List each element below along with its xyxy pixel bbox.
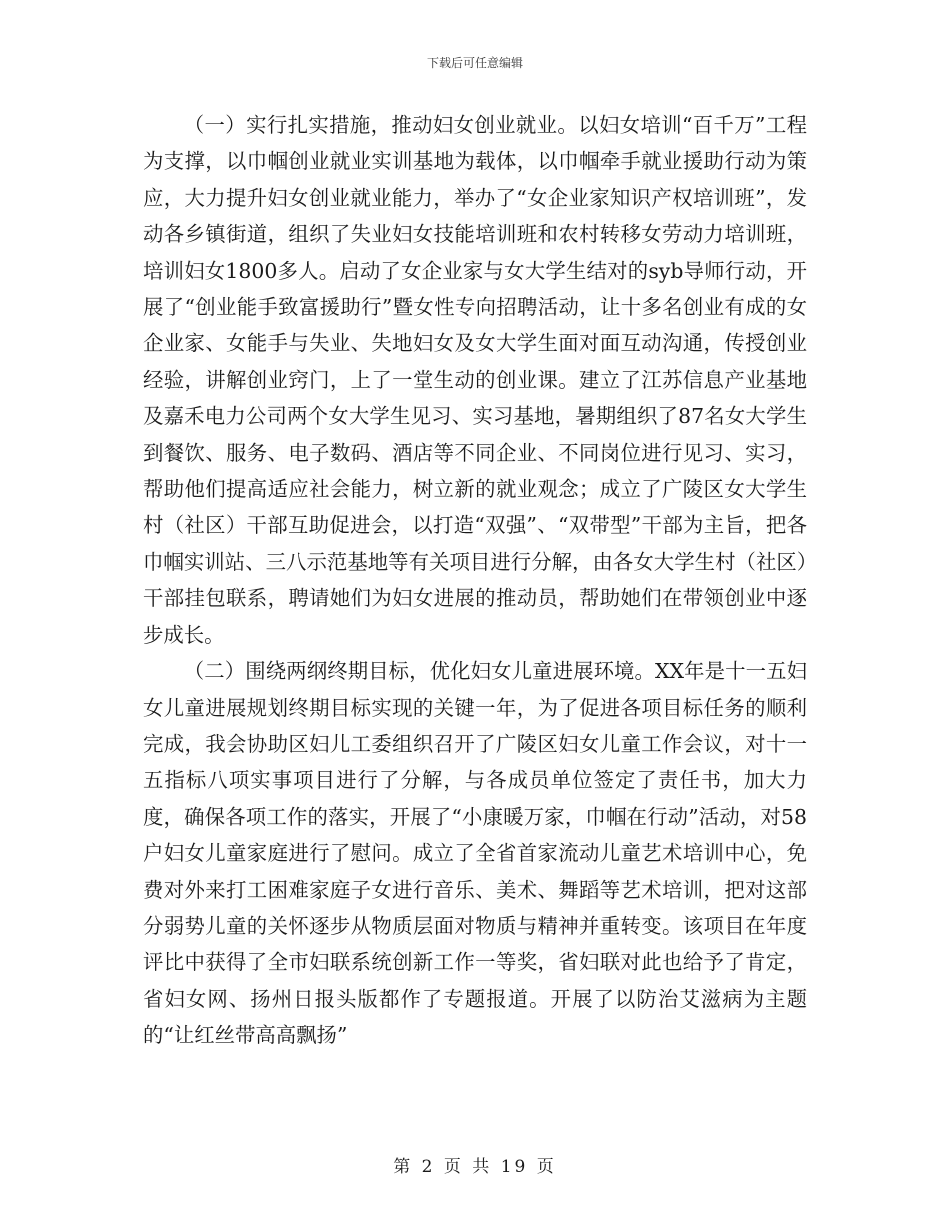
paragraph-1: （一）实行扎实措施，推动妇女创业就业。以妇女培训“百千万”工程为支撑，以巾帼创业就业实训基地为载体，以巾帼牵手就业援助行动为策应，大力提升妇女创业就业能力，举办了“女企业家知识产权培训班”，发动各乡镇街道，组织了失业妇女技能培训班和农村转移女劳动力培训班，培训妇女1800多人。启动了女企业家与女大学生结对的syb导师行动，开展了“创业能手致富援助行”暨女性专向招聘活动，让十多名创业有成的女企业家、女能手与失业、失地妇女及女大学生面对面互动沟通，传授创业经验，讲解创业窍门，上了一堂生动的创业课。建立了江苏信息产业基地及嘉禾电力公司两个女大学生见习、实习基地，暑期组织了87名女大学生到餐饮、服务、电子数码、酒店等不同企业、不同岗位进行见习、实习，帮助他们提高适应社会能力，树立新的就业观念；成立了广陵区女大学生村（社区）干部互助促进会，以打造“双强”、“双带型”干部为主旨，把各巾帼实训站、三八示范基地等有关项目进行分解，由各女大学生村（社区）干部挂包联系，聘请她们为妇女进展的推动员，帮助她们在带领创业中逐步成长。 xyxy=(143,113,807,647)
page-header-note: 下载后可任意编辑 xyxy=(426,56,523,70)
page-number-footer: 第 2 页 共 19 页 xyxy=(393,1157,557,1177)
paragraph-2: （二）围绕两纲终期目标，优化妇女儿童进展环境。XX年是十一五妇女儿童进展规划终期目标实现的关键一年，为了促进各项目标任务的顺利完成，我会协助区妇儿工委组织召开了广陵区妇女儿童工作会议，对十一五指标八项实事项目进行了分解，与各成员单位签定了责任书，加大力度，确保各项工作的落实，开展了“小康暖万家，巾帼在行动”活动，对58户妇女儿童家庭进行了慰问。成立了全省首家流动儿童艺术培训中心，免费对外来打工困难家庭子女进行音乐、美术、舞蹈等艺术培训，把对这部分弱势儿童的关怀逐步从物质层面对物质与精神并重转变。该项目在年度评比中获得了全市妇联系统创新工作一等奖，省妇联对此也给予了肯定，省妇女网、扬州日报头版都作了专题报道。开展了以防治艾滋病为主题的“让红丝带高高飘扬” xyxy=(143,659,807,1048)
document-body xyxy=(143,107,807,1054)
